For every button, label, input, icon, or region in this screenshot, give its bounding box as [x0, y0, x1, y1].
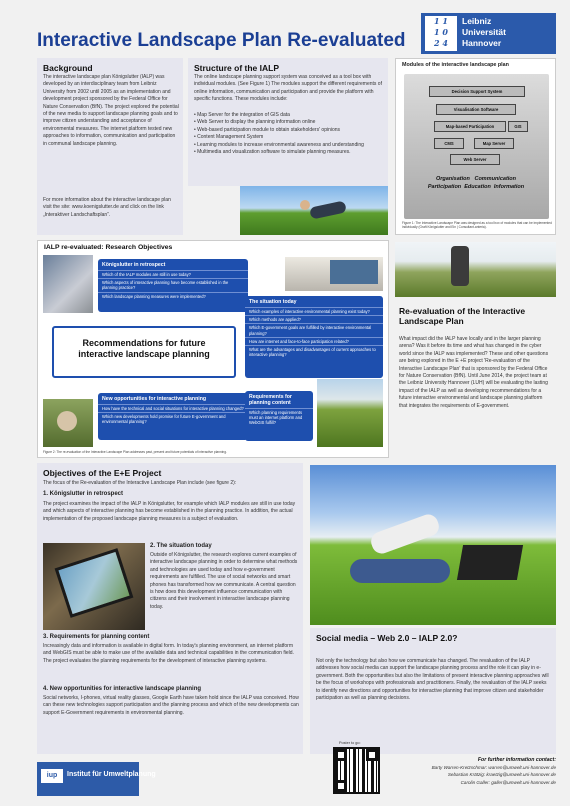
- reevaluation-section: [395, 298, 556, 458]
- ee-section3-text: Increasingly data and information is available in digital form. In today's planning environment, an internet platform and WebGIS must be able to make use of the available data and technical capabilities in the communication field. The project evaluates the planning requirements for the development of interactive planning systems.: [43, 643, 294, 664]
- module-map-server: Map Server: [474, 138, 514, 149]
- objectives-section: [37, 240, 389, 458]
- ee-section1-text: The project examines the impact of the IALP in Königslutter, for example which IALP modules are still in use today and which aspects of interactive planning has become established in the planning practice. In addition, the actual implementation of the proposed landscape planning measures is a subject of evaluation.: [43, 501, 296, 522]
- meadow-laptop-photo: [240, 186, 388, 235]
- objective-question: Which methods are applied?: [245, 315, 383, 323]
- objective-question: Which aspects of interactive planning have become established in the planning practice?: [98, 278, 248, 291]
- ee-objectives-section: [37, 463, 303, 754]
- objective-question: Which landscape planning measures were implemented?: [98, 292, 248, 300]
- contact-line[interactable]: Sebastian Krätzig: kraetzig@umwelt.uni-hannover.de: [447, 772, 556, 778]
- contact-heading: For further information contact:: [477, 757, 556, 763]
- presentation-photo: [285, 257, 383, 291]
- objective-question: How are internet and face-to-face participation related?: [245, 337, 383, 345]
- objective-box-title: Königslutter in retrospect: [102, 262, 166, 268]
- structure-item: • Web Server to display the planning information online: [194, 119, 316, 126]
- objective-question: Which of the IALP modules are still in use today?: [98, 270, 248, 278]
- laptop-desk-photo: [43, 255, 93, 313]
- ee-section2-heading: 2. The situation today: [150, 543, 212, 549]
- module-cms: CMS: [434, 138, 464, 149]
- objective-question: What are the advantages and disadvantages of current approaches to interactive planning?: [245, 345, 383, 358]
- objective-box-title: New opportunities for interactive planning: [102, 396, 207, 402]
- objectives-caption: Figure 2: The re-evaluation of the Interactive Landscape Plan addresses past, present and future potentials of interactive planning.: [43, 450, 227, 454]
- objective-box-title: Requirements for planning content: [249, 394, 292, 406]
- social-heading: Social media – Web 2.0 – IALP 2.0?: [316, 633, 458, 643]
- institute-footer: [37, 762, 156, 796]
- module-participation: Map-based Participation: [434, 121, 506, 132]
- logo-line-1: Leibniz: [462, 16, 492, 26]
- objective-question: Which planning requirements must an internet platform and WebGIS fulfill?: [245, 408, 313, 427]
- reevaluation-heading: Re-evaluation of the Interactive Landscape Plan: [399, 306, 526, 326]
- ee-intro: The focus of the Re-evaluation of the Interactive Landscape Plan include (see figure 2):: [43, 480, 237, 486]
- contact-line[interactable]: Carolin Galler: galler@umwelt.uni-hannover.de: [460, 779, 556, 785]
- objective-box-today: [245, 296, 383, 378]
- structure-heading: Structure of the IALP: [194, 63, 280, 73]
- field-survey-photo: [317, 379, 383, 447]
- page-title: Interactive Landscape Plan Re-evaluated: [37, 30, 406, 51]
- contact-block: [388, 757, 556, 786]
- structure-item: • Multimedia and visualization software to simulate planning measures.: [194, 149, 351, 156]
- logo-line-2: Universität: [462, 27, 506, 37]
- structure-intro: The online landscape planning support system was conceived as a tool box with individual modules. (See Figure 1) The modules support the different requirements of online information, communication and participation and provide the platform with specific functions. These modules include:: [194, 74, 382, 103]
- qr-code[interactable]: [333, 747, 380, 794]
- logo-line-3: Hannover: [462, 38, 502, 48]
- objectives-heading: IALP re-evaluated: Research Objectives: [44, 244, 173, 251]
- module-dss: Decision Support System: [429, 86, 525, 97]
- module-web-server: Web Server: [450, 154, 500, 165]
- objective-question: How have the technical and social situations for interactive planning changed?: [98, 404, 248, 412]
- ee-section4-heading: 4. New opportunities for interactive landscape planning: [43, 686, 202, 692]
- recommendations-box: [52, 326, 236, 378]
- modules-heading: Modules of the interactive landscape plan: [402, 62, 509, 68]
- ee-section2-text: Outside of Königslutter, the research explores current examples of interactive landscape planning in order to determine what methods and technologies are used today and how e-government requirements are fulfilled. The use of social networks and smart phones has transformed how we communicate. A central question is how does this development influence communication with citizens and their involvement in interactive landscape planning today.: [150, 552, 298, 610]
- contact-line[interactable]: Barty Warren-Kretzschmar: warren@umwelt.uni-hannover.de: [431, 765, 556, 771]
- modules-caption: Figure 1: The Interactive Landscape Plan was designed as a tool box of modules that can be implemented individually (Graft Königslutter and Ein | Consultant-anteria).: [402, 221, 552, 230]
- people-laptop-photo: [43, 399, 93, 447]
- ee-section3-heading: 3. Requirements for planning content: [43, 634, 150, 640]
- reevaluation-text: What impact did the IALP have locally and in the larger planning arena? Was it before its time and what has changed in the cyber world since the IALP was implemented? These and other questions are being explored in the E +E project 'Re-evaluation of the Interactive Landscape Plan' that is sponsored by the Federal Office for Nature Conservation (BfN). Until June 2014, the project team at the Leibniz University Hannover (LUH) will be evaluating the lasting impact of the IALP as well as developing recommendations for a future interactive environmental and landscape planning platform that integrates the requirements of E-government.: [399, 336, 549, 409]
- background-heading: Background: [43, 63, 93, 73]
- social-text: Not only the technology but also how we communicate has changed. The revaluation of the IALP addresses how social media can support the landscape planning process and the role it can play in e-government. Both the opportunities but also the limitations of present interactive planning approaches will be the focus of workshops with professionals and practitioners. Finally, the revaluation of the IALP seeks to identify new directions and opportunities for interactive planning that improve citizen and stakeholder participation as well as planning decisions.: [316, 658, 549, 702]
- objective-question: Which new developments hold promise for future E-government and environmental planning?: [98, 412, 248, 425]
- module-visualisation: Visualisation Software: [436, 104, 516, 115]
- woman-grass-laptop-photo: [310, 465, 556, 625]
- iup-logo: iup: [41, 769, 63, 783]
- modules-section: [395, 58, 556, 235]
- objective-box-title: The situation today: [249, 299, 297, 305]
- objective-question: Which E-government goals are fulfilled by interactive environmental planning?: [245, 323, 383, 336]
- background-more-info: For more information about the interactive landscape plan visit the site: www.koenigslutter.de and click on the link „Interaktiver Landschaftsplan“.: [43, 197, 171, 218]
- structure-item: • Learning modules to increase environmental awareness and understanding: [194, 141, 364, 148]
- logo-mark: 1 1 1 0 2 4: [425, 16, 457, 51]
- structure-item: • Map Server for the integration of GIS data: [194, 112, 290, 118]
- ee-section1-heading: 1. Königslutter in retrospect: [43, 491, 124, 497]
- tablet-photo: [43, 543, 145, 630]
- structure-item: • Web-based participation module to obtain stakeholders' opinions: [194, 126, 341, 133]
- objective-box-requirements: [245, 391, 313, 441]
- objective-box-opportunities: [98, 393, 248, 440]
- module-gis: GIS: [508, 121, 528, 132]
- modules-diagram: [404, 74, 549, 219]
- objective-box-retrospect: [98, 259, 248, 312]
- field-woman-photo: [395, 242, 556, 297]
- structure-section: [188, 58, 388, 186]
- institute-name: Institut für Umweltplanung: [67, 771, 156, 778]
- modules-functions: Organisation Communication Participation Education Information: [427, 176, 525, 190]
- recommendations-text: Recommendations for future interactive landscape planning: [78, 338, 210, 359]
- ee-section4-text: Social networks, I-phones, virtual reality glasses, Google Earth have taken hold since the IALP was conceived. How can these new technologies support participation and the planning process and which of the new developments can support E-Government requirements in environmental planning.: [43, 695, 299, 716]
- background-text: The interactive landscape plan Königslutter (IALP) was developed by an interdisciplinary team from Leibniz University from 2002 until 2005 as an implementation and development project sponsored by the Federal Office for Nature Conservation (BfN). The project explored the potential of the new media to support landscape planning goals and to improve citizen understanding and acceptance of environmental measures. The internet platform tested new approaches to information, communication and participation in communal landscape planning.: [43, 74, 179, 147]
- qr-label: Poster to go:: [339, 741, 361, 745]
- objective-question: Which examples of interactive environmental planning exist today?: [245, 307, 383, 315]
- social-media-section: [310, 628, 556, 754]
- structure-item: • Content Management System: [194, 134, 264, 141]
- ee-heading: Objectives of the E+E Project: [43, 468, 162, 478]
- university-logo: [421, 13, 556, 54]
